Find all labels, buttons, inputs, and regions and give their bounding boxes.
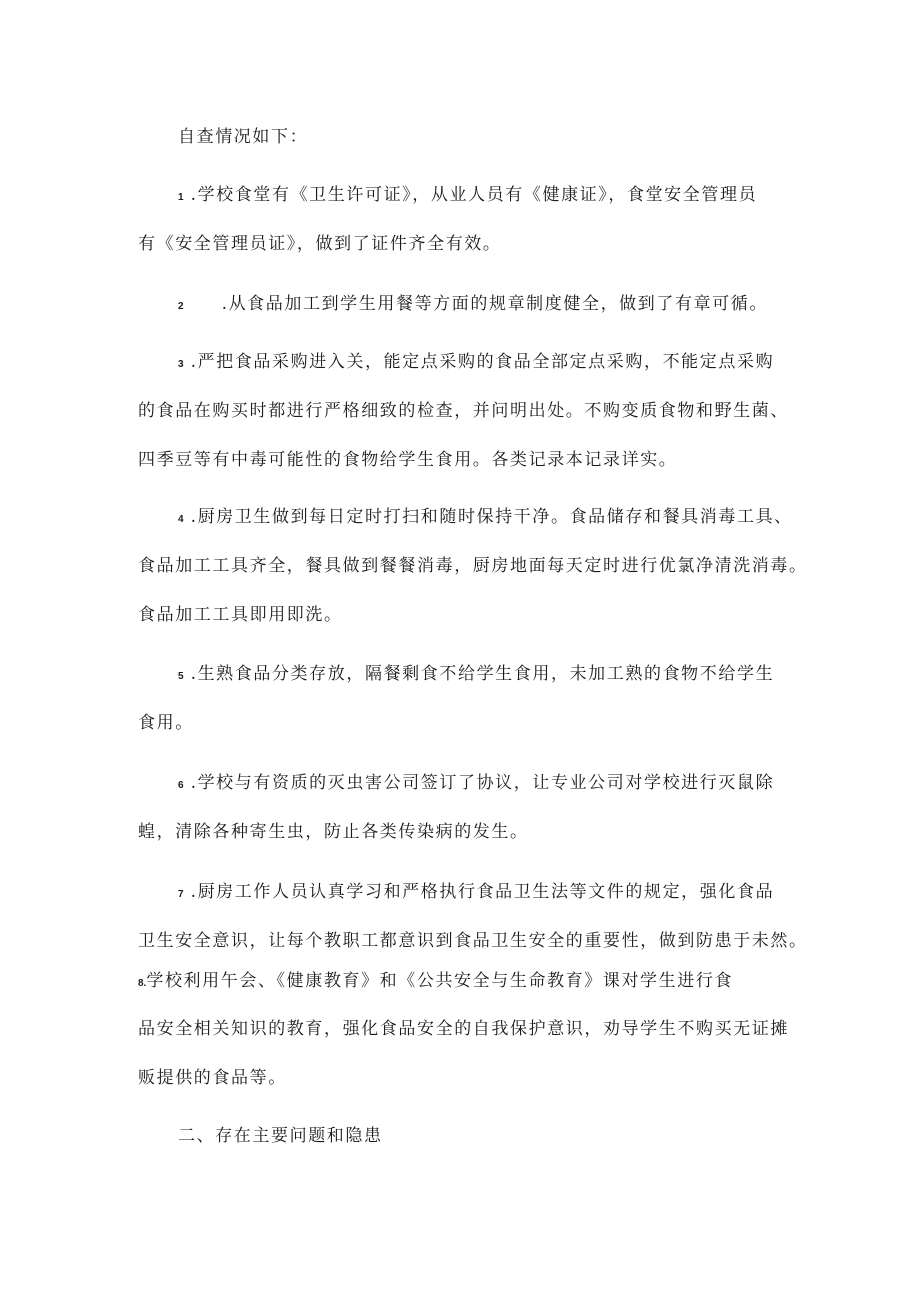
item-7-text: .厨房工作人员认真学习和严格执行食品卫生法等文件的规定，强化食品 bbox=[190, 882, 775, 902]
item-6-text: .学校与有资质的灭虫害公司签订了协议，让专业公司对学校进行灭鼠除 bbox=[190, 773, 775, 793]
item-3-line-2: 的食品在购买时都进行严格细致的检查，并问明出处。不购变质食物和野生菌、 bbox=[138, 401, 789, 421]
item-1-text: .学校食堂有《卫生许可证》，从业人员有《健康证》，食堂安全管理员 bbox=[190, 185, 758, 205]
item-3-text: .严把食品采购进入关，能定点采购的食品全部定点采购，不能定点采购 bbox=[190, 352, 775, 372]
item-5-text: .生熟食品分类存放，隔餐剩食不给学生食用，未加工熟的食物不给学生 bbox=[190, 664, 775, 684]
item-4-line-2: 食品加工工具齐全，餐具做到餐餐消毒，厨房地面每天定时进行优氯净清洗消毒。 bbox=[138, 556, 808, 576]
item-6-line-1 bbox=[178, 771, 774, 798]
item-5-line-1 bbox=[178, 662, 774, 689]
item-4-text: .厨房卫生做到每日定时打扫和随时保持干净。食品储存和餐具消毒工具、 bbox=[190, 507, 793, 527]
item-2-line-1 bbox=[178, 292, 768, 319]
item-3-number: 3 bbox=[178, 359, 184, 370]
item-2-number: 2 bbox=[178, 301, 184, 312]
item-1-line-1 bbox=[178, 183, 757, 210]
item-1-number: 1 bbox=[178, 192, 184, 203]
item-2-text: .从食品加工到学生用餐等方面的规章制度健全，做到了有章可循。 bbox=[221, 294, 768, 314]
item-3-line-3: 四季豆等有中毒可能性的食物给学生食用。各类记录本记录详实。 bbox=[138, 450, 678, 470]
item-7-line-1 bbox=[178, 880, 774, 907]
section-heading: 二、存在主要问题和隐患 bbox=[178, 1126, 383, 1146]
item-4-line-3: 食品加工工具即用即洗。 bbox=[138, 605, 343, 625]
item-5-number: 5 bbox=[178, 671, 184, 682]
intro-text: 自查情况如下： bbox=[178, 127, 309, 147]
item-5-line-2: 食用。 bbox=[138, 713, 194, 733]
item-4-line-1 bbox=[178, 505, 793, 532]
item-8-text: 学校利用午会、《健康教育》和《公共安全与生命教育》课对学生进行食 bbox=[146, 971, 734, 991]
item-1-line-2: 有《安全管理员证》，做到了证件齐全有效。 bbox=[138, 234, 502, 254]
item-4-number: 4 bbox=[178, 514, 184, 525]
item-8-line-3: 贩提供的食品等。 bbox=[138, 1068, 287, 1088]
item-6-number: 6 bbox=[178, 780, 184, 791]
item-7-number: 7 bbox=[178, 889, 184, 900]
item-6-line-2: 蝗，清除各种寄生虫，防止各类传染病的发生。 bbox=[138, 822, 529, 842]
item-7-line-2: 卫生安全意识，让每个教职工都意识到食品卫生安全的重要性，做到防患于未然。 bbox=[138, 931, 808, 951]
item-8-line-2: 品安全相关知识的教育，强化食品安全的自我保护意识，劝导学生不购买无证摊 bbox=[138, 1019, 789, 1039]
item-8-line-1 bbox=[138, 969, 733, 996]
item-8-number: 8. bbox=[138, 978, 147, 989]
item-3-line-1 bbox=[178, 350, 774, 377]
